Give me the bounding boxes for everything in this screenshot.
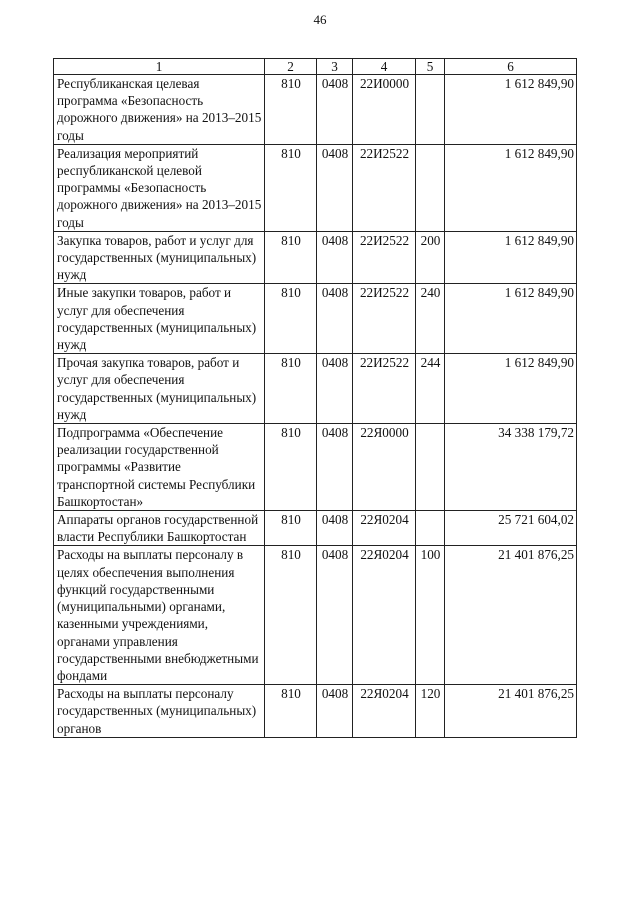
row-code-3: 0408	[317, 231, 353, 284]
row-amount: 1 612 849,90	[445, 284, 577, 354]
row-code-4: 22Я0204	[353, 511, 416, 546]
row-code-5: 200	[416, 231, 445, 284]
row-code-4: 22И2522	[353, 354, 416, 424]
header-col-3: 3	[317, 59, 353, 75]
table-row	[54, 231, 577, 284]
row-code-2: 810	[265, 354, 317, 424]
table-row	[54, 511, 577, 546]
row-name: Иные закупки товаров, работ и услуг для обеспечения государственных (муниципальных) нужд	[54, 284, 265, 354]
row-name: Расходы на выплаты персоналу государственных (муниципальных) органов	[54, 685, 265, 738]
header-col-5: 5	[416, 59, 445, 75]
row-amount: 1 612 849,90	[445, 144, 577, 231]
row-code-4: 22Я0000	[353, 424, 416, 511]
row-code-4: 22Я0204	[353, 546, 416, 685]
row-code-4: 22И2522	[353, 284, 416, 354]
row-code-2: 810	[265, 75, 317, 145]
row-code-3: 0408	[317, 685, 353, 738]
row-code-4: 22Я0204	[353, 685, 416, 738]
row-code-3: 0408	[317, 354, 353, 424]
header-col-6: 6	[445, 59, 577, 75]
row-code-3: 0408	[317, 75, 353, 145]
row-amount: 21 401 876,25	[445, 546, 577, 685]
row-amount: 21 401 876,25	[445, 685, 577, 738]
row-code-3: 0408	[317, 511, 353, 546]
row-code-4: 22И2522	[353, 144, 416, 231]
row-name: Аппараты органов государственной власти Республики Башкортостан	[54, 511, 265, 546]
row-code-3: 0408	[317, 284, 353, 354]
table-row	[54, 144, 577, 231]
row-code-5: 120	[416, 685, 445, 738]
row-code-5	[416, 511, 445, 546]
row-code-4: 22И0000	[353, 75, 416, 145]
row-code-2: 810	[265, 144, 317, 231]
row-code-2: 810	[265, 424, 317, 511]
table-row	[54, 546, 577, 685]
row-amount: 1 612 849,90	[445, 354, 577, 424]
row-code-2: 810	[265, 511, 317, 546]
row-name: Реализация мероприятий республиканской целевой программы «Безопасность дорожного движения» на 2013–2015 годы	[54, 144, 265, 231]
row-code-3: 0408	[317, 546, 353, 685]
row-name: Расходы на выплаты персоналу в целях обеспечения выполнения функций государственными (муниципальными) органами, казенными учреждениями, органами управления государственными внебюджетными фондами	[54, 546, 265, 685]
table-row	[54, 685, 577, 738]
row-name: Республиканская целевая программа «Безопасность дорожного движения» на 2013–2015 годы	[54, 75, 265, 145]
table-row	[54, 75, 577, 145]
header-col-2: 2	[265, 59, 317, 75]
header-col-4: 4	[353, 59, 416, 75]
row-code-5: 240	[416, 284, 445, 354]
row-name: Прочая закупка товаров, работ и услуг для обеспечения государственных (муниципальных) нужд	[54, 354, 265, 424]
row-code-2: 810	[265, 685, 317, 738]
row-name: Подпрограмма «Обеспечение реализации государственной программы «Развитие транспортной системы Республики Башкортостан»	[54, 424, 265, 511]
row-amount: 25 721 604,02	[445, 511, 577, 546]
row-code-5: 244	[416, 354, 445, 424]
row-code-2: 810	[265, 546, 317, 685]
row-code-5	[416, 144, 445, 231]
header-col-1: 1	[54, 59, 265, 75]
row-code-4: 22И2522	[353, 231, 416, 284]
row-amount: 1 612 849,90	[445, 231, 577, 284]
table-row	[54, 354, 577, 424]
row-code-5	[416, 75, 445, 145]
row-code-2: 810	[265, 284, 317, 354]
row-amount: 34 338 179,72	[445, 424, 577, 511]
row-code-5	[416, 424, 445, 511]
row-code-3: 0408	[317, 144, 353, 231]
page-number: 46	[313, 12, 327, 27]
budget-table	[53, 58, 577, 738]
table-row	[54, 284, 577, 354]
row-name: Закупка товаров, работ и услуг для государственных (муниципальных) нужд	[54, 231, 265, 284]
row-code-5: 100	[416, 546, 445, 685]
row-code-2: 810	[265, 231, 317, 284]
row-code-3: 0408	[317, 424, 353, 511]
row-amount: 1 612 849,90	[445, 75, 577, 145]
table-header-row	[54, 59, 577, 75]
table-row	[54, 424, 577, 511]
